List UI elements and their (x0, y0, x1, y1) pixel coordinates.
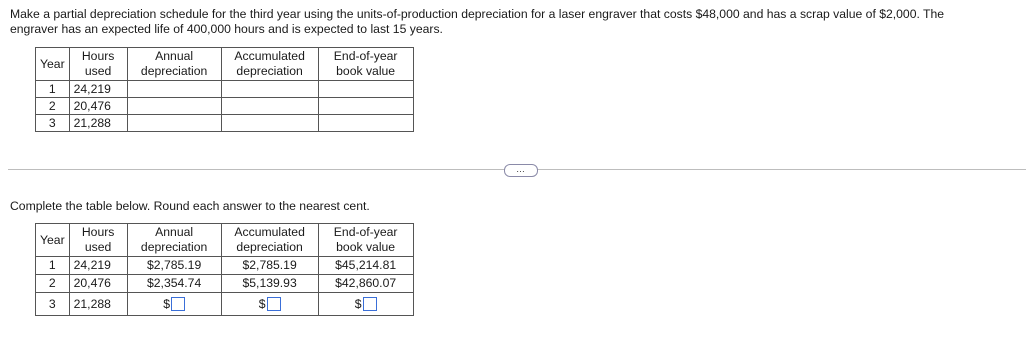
instruction-text: Complete the table below. Round each answer to the nearest cent. (10, 199, 370, 213)
answer-schedule-table (35, 223, 414, 316)
problem-statement (10, 7, 1015, 37)
header-annual-depreciation: Annual depreciation (127, 48, 221, 81)
table-header-row (36, 224, 414, 257)
hours-cell: 24,219 (69, 81, 127, 98)
annual-cell: $2,785.19 (127, 257, 221, 275)
year-cell: 2 (36, 275, 70, 293)
accumulated-depreciation-entry (259, 297, 281, 312)
header-book-value: End-of-year book value (318, 48, 413, 81)
hours-cell: 24,219 (69, 257, 127, 275)
header-hours-used: Hours used (69, 224, 127, 257)
accum-cell (221, 81, 318, 98)
year-cell: 3 (36, 293, 70, 316)
table-header-row (36, 48, 414, 81)
problem-text-line1: Make a partial depreciation schedule for the third year using the units-of-production depreciation for a laser engraver that costs $48,000 and has a scrap value of $2,000. The (10, 7, 945, 21)
book-value-entry (355, 297, 377, 312)
year-cell: 1 (36, 81, 70, 98)
dollar-sign: $ (354, 296, 362, 311)
problem-text-line2: engraver has an expected life of 400,000 hours and is expected to last 15 years. (10, 22, 443, 36)
hours-cell: 21,288 (69, 115, 127, 132)
table-row (36, 115, 414, 132)
annual-cell (127, 293, 221, 316)
accumulated-depreciation-input[interactable] (267, 297, 281, 311)
header-hours-used: Hours used (69, 48, 127, 81)
accum-cell (221, 293, 318, 316)
table-row (36, 81, 414, 98)
more-options-button[interactable]: … (504, 164, 538, 177)
book-cell (318, 293, 413, 316)
header-annual-depreciation: Annual depreciation (127, 224, 221, 257)
hours-cell: 20,476 (69, 275, 127, 293)
book-cell: $42,860.07 (318, 275, 413, 293)
header-accumulated-depreciation: Accumulated depreciation (221, 48, 318, 81)
book-cell: $45,214.81 (318, 257, 413, 275)
accum-cell (221, 98, 318, 115)
accum-cell: $5,139.93 (221, 275, 318, 293)
book-cell (318, 115, 413, 132)
table-row (36, 275, 414, 293)
annual-cell (127, 81, 221, 98)
table-row (36, 257, 414, 275)
given-schedule-table (35, 47, 414, 132)
header-accumulated-depreciation: Accumulated depreciation (221, 224, 318, 257)
hours-cell: 21,288 (69, 293, 127, 316)
dollar-sign: $ (258, 296, 266, 311)
annual-depreciation-entry (163, 297, 185, 312)
year-cell: 3 (36, 115, 70, 132)
annual-cell (127, 115, 221, 132)
table-row (36, 98, 414, 115)
year-cell: 1 (36, 257, 70, 275)
annual-cell: $2,354.74 (127, 275, 221, 293)
dollar-sign: $ (163, 296, 171, 311)
table-row (36, 293, 414, 316)
annual-depreciation-input[interactable] (171, 297, 185, 311)
header-book-value: End-of-year book value (318, 224, 413, 257)
header-year: Year (36, 48, 70, 81)
book-cell (318, 81, 413, 98)
annual-cell (127, 98, 221, 115)
header-year: Year (36, 224, 70, 257)
book-cell (318, 98, 413, 115)
year-cell: 2 (36, 98, 70, 115)
accum-cell: $2,785.19 (221, 257, 318, 275)
accum-cell (221, 115, 318, 132)
book-value-input[interactable] (363, 297, 377, 311)
hours-cell: 20,476 (69, 98, 127, 115)
